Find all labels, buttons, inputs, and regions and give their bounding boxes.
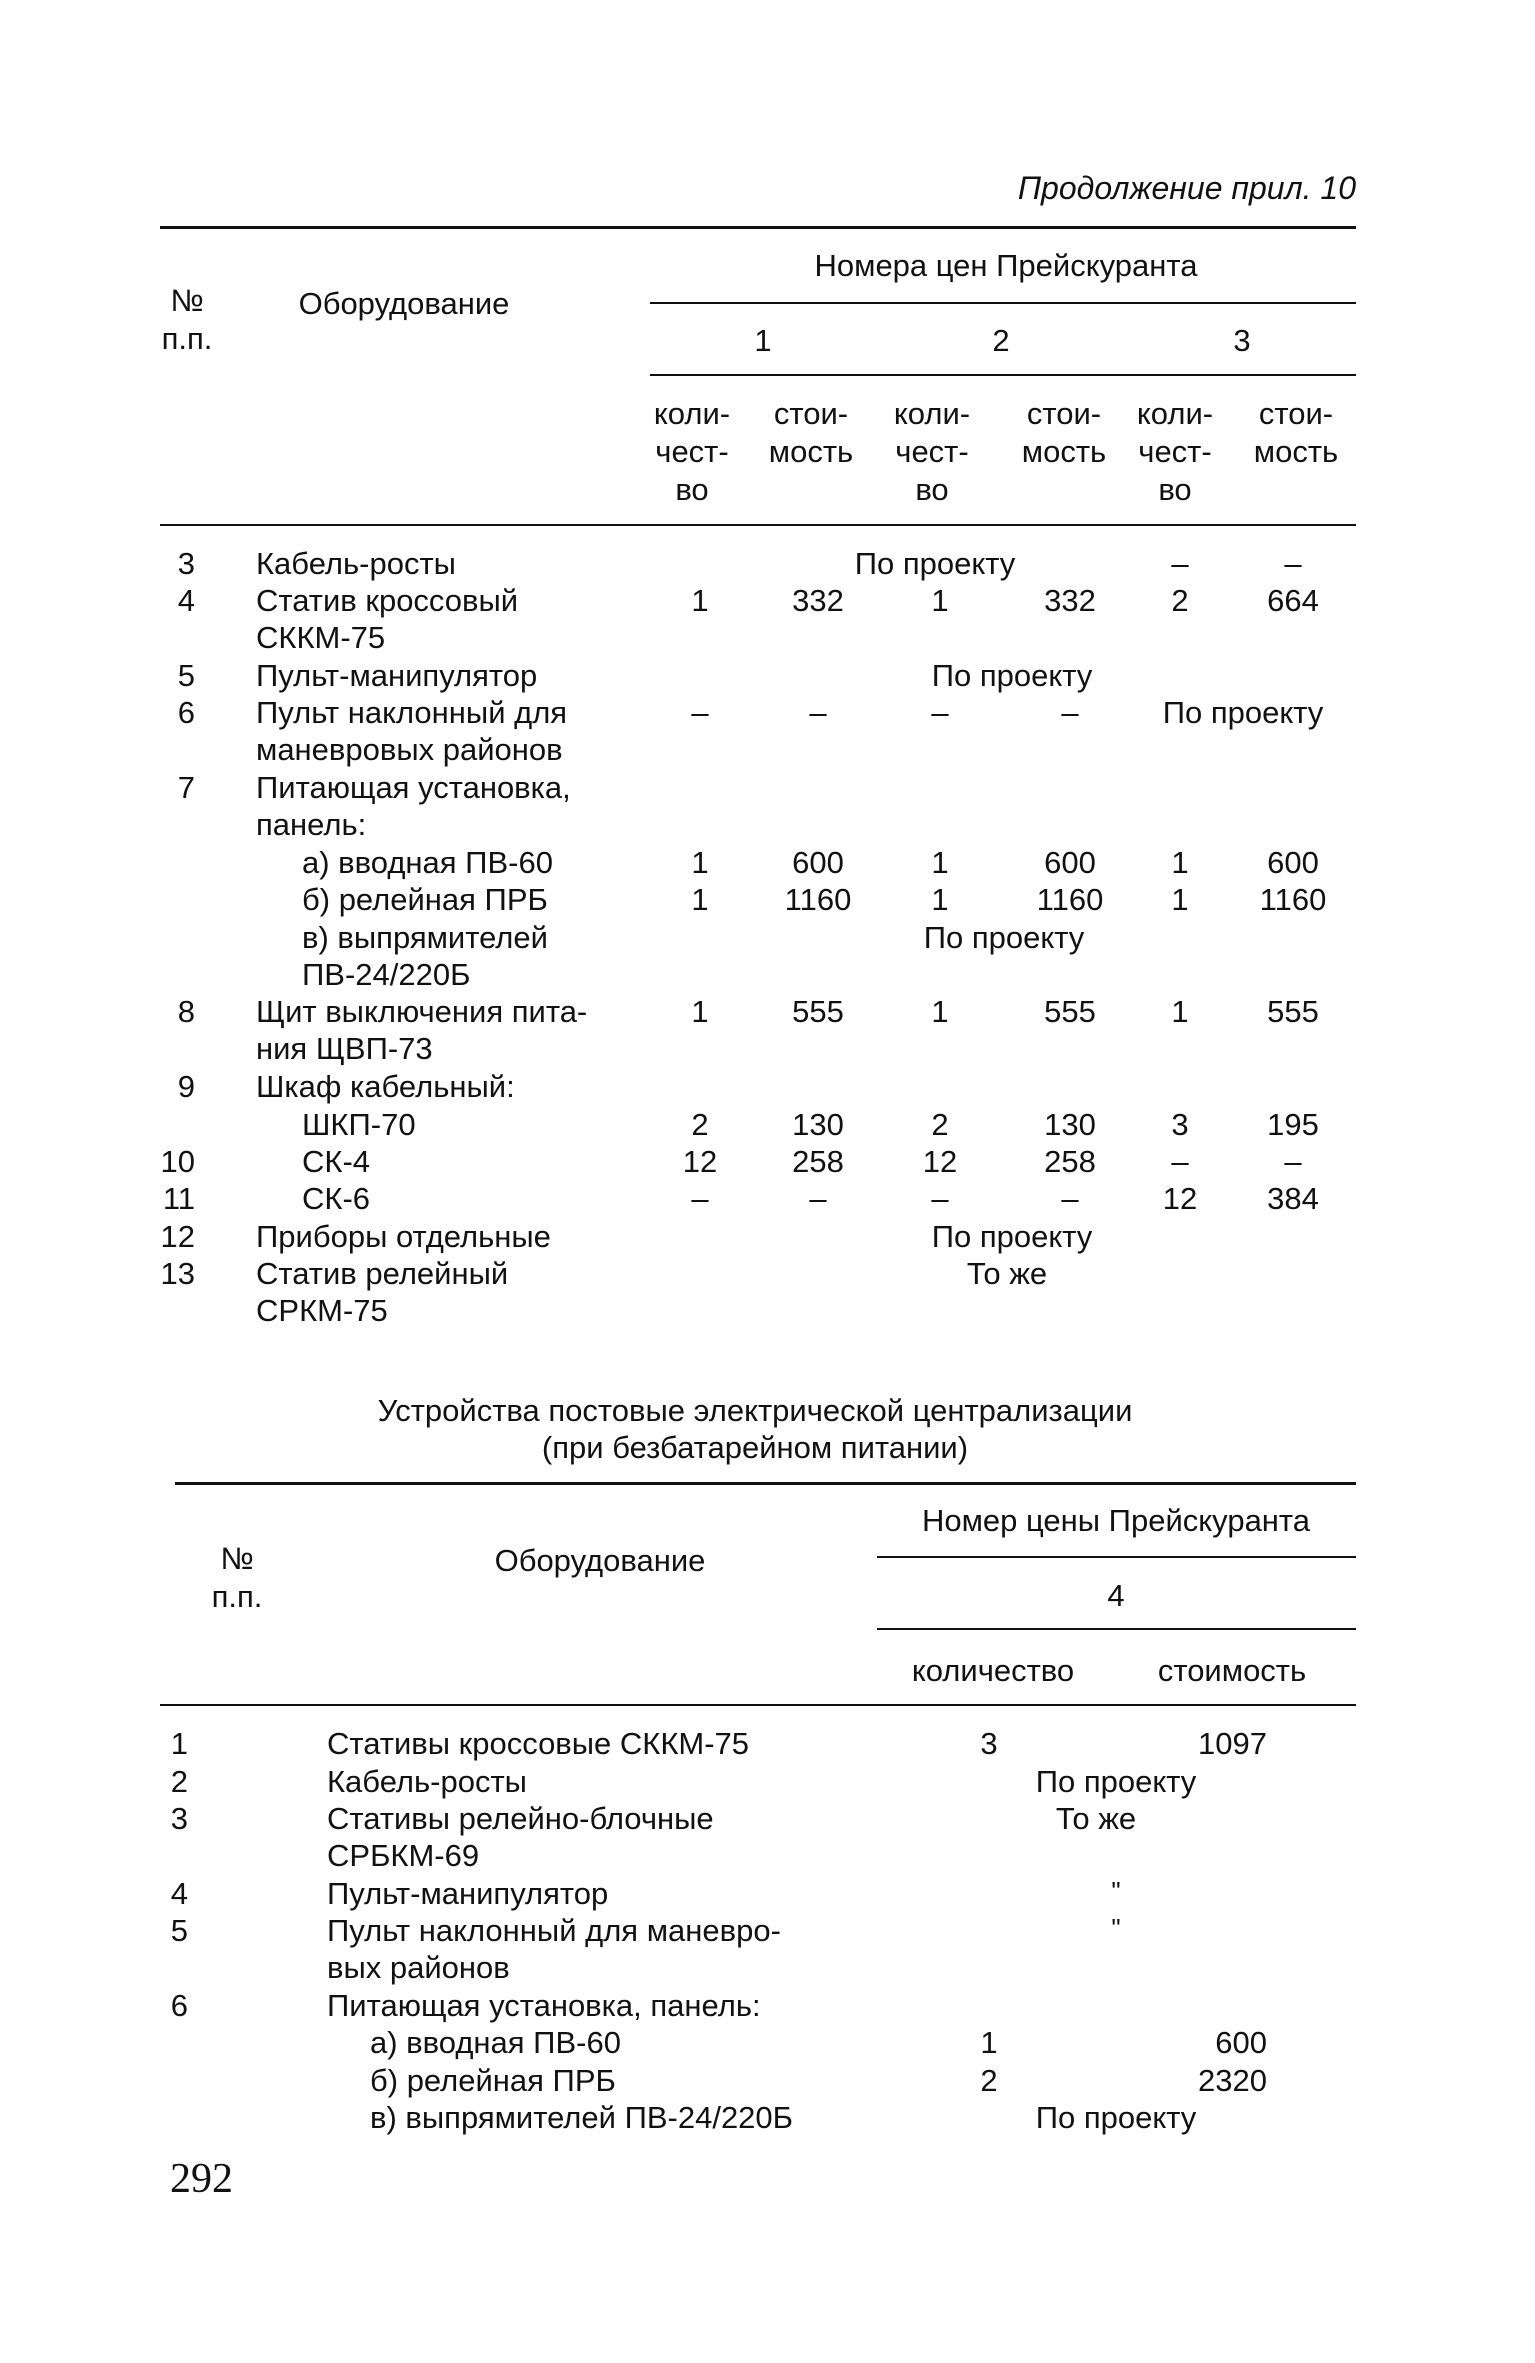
table2-subheader-cost: стоимость xyxy=(1157,1653,1307,1688)
table1-row-equipment-line-1: Статив кроссовый xyxy=(256,583,519,618)
table1-cell-cost: 1160 xyxy=(784,882,852,917)
table2-row-number: 2 xyxy=(170,1764,188,1799)
table2-group-number: 4 xyxy=(1107,1578,1125,1613)
table1-cell-quantity: 1 xyxy=(931,845,949,880)
table2-subheader-rule xyxy=(877,1628,1356,1630)
table1-subheader-cost-line-2: мость xyxy=(1021,434,1107,469)
table1-group-header: Номера цен Прейскуранта xyxy=(814,248,1198,283)
table1-cell-cost: 258 xyxy=(1044,1144,1096,1179)
table1-cell-quantity: 2 xyxy=(691,1107,709,1142)
table1-cell-cost: 600 xyxy=(792,845,844,880)
table2-row-equipment: Стативы кроссовые СККМ-75 xyxy=(327,1726,750,1761)
table1-subheader-cost-line-1: стои- xyxy=(1026,396,1102,431)
table2-row-number: 3 xyxy=(170,1801,188,1836)
table2-row-note: " xyxy=(1111,1913,1121,1943)
table1-cell-quantity: 1 xyxy=(931,882,949,917)
table2-row-equipment: б) релейная ПРБ xyxy=(370,2063,616,2098)
table2-row-equipment: Питающая установка, панель: xyxy=(327,1988,761,2023)
table1-cell-cost: 332 xyxy=(792,583,844,618)
table2-col-number-header-line-1: № xyxy=(220,1541,254,1576)
table1-cell-quantity: 1 xyxy=(931,583,949,618)
table1-row-equipment: СК-6 xyxy=(302,1181,371,1216)
table1-row-number: 4 xyxy=(177,583,195,618)
table2-row-number: 5 xyxy=(170,1913,188,1948)
table1-cell-quantity: – xyxy=(931,695,949,730)
table1-group-number: 2 xyxy=(992,323,1010,358)
table2-cell-cost: 600 xyxy=(1215,2025,1267,2060)
table1-col-equipment-header: Оборудование xyxy=(298,286,510,321)
table1-cell-cost: 664 xyxy=(1267,583,1319,618)
table2-row-number: 4 xyxy=(170,1876,188,1911)
table1-cell-cost: – xyxy=(809,1181,827,1216)
table1-row-equipment-line-1: Статив релейный xyxy=(256,1256,509,1291)
table1-cell-quantity: 1 xyxy=(691,583,709,618)
table2-cell-quantity: 3 xyxy=(980,1726,998,1761)
table1-cell-cost: 1160 xyxy=(1036,882,1104,917)
table1-row-equipment-line-2: панель: xyxy=(256,807,367,842)
table1-cell-cost: 130 xyxy=(1044,1107,1096,1142)
table1-cell-cost: 600 xyxy=(1044,845,1096,880)
table1-subheader-cost-line-1: стои- xyxy=(773,396,849,431)
table1-row-note: По проекту xyxy=(931,1219,1093,1254)
table1-cell-cost: 555 xyxy=(792,994,844,1029)
table1-row-equipment: б) релейная ПРБ xyxy=(302,882,548,917)
table2-row-equipment: а) вводная ПВ-60 xyxy=(370,2025,621,2060)
table1-row-number: 9 xyxy=(177,1069,195,1104)
table1-row-equipment-line-1: Питающая установка, xyxy=(256,770,571,805)
table1-row-number: 12 xyxy=(160,1219,195,1254)
table1-row-equipment: Приборы отдельные xyxy=(256,1219,551,1254)
table1-row-note: То же xyxy=(966,1256,1048,1291)
table2-row-note: По проекту xyxy=(1035,2100,1197,2135)
table1-cell-cost: 1160 xyxy=(1259,882,1327,917)
table2-cell-quantity: 1 xyxy=(980,2025,998,2060)
table2-row-note: То же xyxy=(1055,1801,1137,1836)
table2-row-equipment-line-2: СРБКМ-69 xyxy=(327,1838,480,1873)
table1-row-note: По проекту xyxy=(923,920,1085,955)
table1-row-equipment-line-1: Пульт наклонный для xyxy=(256,695,568,730)
table2-row-note: " xyxy=(1111,1876,1121,1906)
table1-top-rule xyxy=(160,226,1356,229)
table1-cell-quantity: 1 xyxy=(691,882,709,917)
table1-cell-quantity: 1 xyxy=(1171,882,1189,917)
table1-row-equipment-line-1: Щит выключения пита- xyxy=(256,994,588,1029)
table1-cell-quantity: 3 xyxy=(1171,1107,1189,1142)
table1-cell-quantity: 1 xyxy=(1171,994,1189,1029)
table1-cell-quantity: 12 xyxy=(1162,1181,1198,1216)
table1-row-note: По проекту xyxy=(854,546,1016,581)
table1-row-equipment: Шкаф кабельный: xyxy=(256,1069,515,1104)
table1-row-equipment: а) вводная ПВ-60 xyxy=(302,845,553,880)
table1-row-number: 10 xyxy=(160,1144,195,1179)
table1-row-equipment: Пульт-манипулятор xyxy=(256,658,538,693)
table2-cell-quantity: 2 xyxy=(980,2063,998,2098)
table1-cell-quantity: 2 xyxy=(1171,583,1189,618)
table1-header-bottom-rule xyxy=(160,524,1356,526)
table1-subheader-quantity-line-1: коли- xyxy=(653,396,731,431)
table1-cell-cost: 195 xyxy=(1267,1107,1319,1142)
table1-cell-quantity: 12 xyxy=(922,1144,958,1179)
table2-cell-cost: 1097 xyxy=(1198,1726,1267,1761)
table2-header-bottom-rule xyxy=(160,1704,1356,1706)
table1-group-rule xyxy=(650,302,1356,304)
section2-title-line-2: (при безбатарейном питании) xyxy=(541,1430,969,1465)
table1-row-equipment: Кабель-росты xyxy=(256,546,456,581)
table1-row-equipment-line-2: СККМ-75 xyxy=(256,620,386,655)
table1-cell-quantity: – xyxy=(1171,546,1189,581)
table1-row-equipment-line-2: ния ЩВП-73 xyxy=(256,1031,433,1066)
table1-subheader-quantity-line-2: чест- xyxy=(1138,434,1212,469)
table1-row-note: По проекту xyxy=(1162,695,1324,730)
table1-cell-cost: 555 xyxy=(1267,994,1319,1029)
table1-subheader-cost-line-1: стои- xyxy=(1258,396,1334,431)
table1-cell-cost: – xyxy=(809,695,827,730)
table1-cell-quantity: – xyxy=(1171,1144,1189,1179)
table1-subheader-quantity-line-3: во xyxy=(915,472,949,507)
table1-cell-cost: 258 xyxy=(792,1144,844,1179)
table1-cell-quantity: 1 xyxy=(1171,845,1189,880)
table1-row-number: 6 xyxy=(177,695,195,730)
table1-cell-cost: – xyxy=(1061,695,1079,730)
table1-row-equipment-line-2: ПВ-24/220Б xyxy=(302,957,471,992)
table1-cell-cost: – xyxy=(1284,546,1302,581)
table2-row-equipment-line-1: Стативы релейно-блочные xyxy=(327,1801,714,1836)
table1-subheader-quantity-line-1: коли- xyxy=(893,396,971,431)
table1-cell-quantity: 2 xyxy=(931,1107,949,1142)
table1-cell-cost: – xyxy=(1061,1181,1079,1216)
continuation-heading: Продолжение прил. 10 xyxy=(1017,170,1356,206)
table1-subheader-quantity-line-3: во xyxy=(1158,472,1192,507)
table1-cell-quantity: 1 xyxy=(691,845,709,880)
table1-cell-cost: 130 xyxy=(792,1107,844,1142)
table1-cell-cost: 384 xyxy=(1267,1181,1319,1216)
table1-subheader-rule xyxy=(650,374,1356,376)
table2-row-number: 6 xyxy=(170,1988,188,2023)
table1-subheader-cost-line-2: мость xyxy=(768,434,854,469)
table1-row-equipment-line-1: в) выпрямителей xyxy=(302,920,548,955)
table2-row-number: 1 xyxy=(170,1726,188,1761)
table1-row-number: 13 xyxy=(160,1256,195,1291)
table1-row-number: 7 xyxy=(177,770,195,805)
table1-row-number: 5 xyxy=(177,658,195,693)
table1-row-number: 3 xyxy=(177,546,195,581)
table1-col-number-header-line-1: № xyxy=(170,283,204,318)
table1-cell-cost: – xyxy=(1284,1144,1302,1179)
table2-row-note: По проекту xyxy=(1035,1764,1197,1799)
table1-subheader-cost-line-2: мость xyxy=(1253,434,1339,469)
table1-col-number-header-line-2: п.п. xyxy=(161,321,213,356)
table2-group-rule xyxy=(877,1556,1356,1558)
table1-row-equipment-line-2: СРКМ-75 xyxy=(256,1293,388,1328)
table1-subheader-quantity-line-3: во xyxy=(675,472,709,507)
section2-title-line-1: Устройства постовые электрической централизации xyxy=(377,1393,1133,1428)
table2-row-equipment-line-1: Пульт наклонный для маневро- xyxy=(327,1913,781,1948)
table2-row-equipment: в) выпрямителей ПВ-24/220Б xyxy=(370,2100,794,2135)
table1-cell-quantity: – xyxy=(691,695,709,730)
table2-col-number-header-line-2: п.п. xyxy=(211,1579,263,1614)
table2-row-equipment: Кабель-росты xyxy=(327,1764,527,1799)
table1-cell-quantity: 12 xyxy=(682,1144,718,1179)
table1-cell-cost: 600 xyxy=(1267,845,1319,880)
table1-subheader-quantity-line-2: чест- xyxy=(655,434,729,469)
table2-row-equipment-line-2: вых районов xyxy=(327,1950,510,1985)
table1-row-equipment: ШКП-70 xyxy=(302,1107,416,1142)
table2-group-header: Номер цены Прейскуранта xyxy=(921,1503,1311,1538)
page-number: 292 xyxy=(170,2156,233,2202)
table1-cell-quantity: – xyxy=(931,1181,949,1216)
table1-cell-cost: 555 xyxy=(1044,994,1096,1029)
table1-row-equipment-line-2: маневровых районов xyxy=(256,732,563,767)
table1-cell-quantity: 1 xyxy=(931,994,949,1029)
table1-row-number: 8 xyxy=(177,994,195,1029)
table1-subheader-quantity-line-2: чест- xyxy=(895,434,969,469)
table1-row-equipment: СК-4 xyxy=(302,1144,371,1179)
table2-cell-cost: 2320 xyxy=(1198,2063,1267,2098)
table1-cell-quantity: 1 xyxy=(691,994,709,1029)
table1-group-number: 3 xyxy=(1233,323,1251,358)
table1-cell-quantity: – xyxy=(691,1181,709,1216)
table1-row-number: 11 xyxy=(162,1181,195,1216)
table2-subheader-quantity: количество xyxy=(911,1653,1075,1688)
table1-group-number: 1 xyxy=(754,323,772,358)
table1-cell-cost: 332 xyxy=(1044,583,1096,618)
table1-row-note: По проекту xyxy=(931,658,1093,693)
table2-top-rule xyxy=(175,1482,1356,1485)
table2-col-equipment-header: Оборудование xyxy=(494,1543,706,1578)
table2-row-equipment: Пульт-манипулятор xyxy=(327,1876,609,1911)
table1-subheader-quantity-line-1: коли- xyxy=(1136,396,1214,431)
